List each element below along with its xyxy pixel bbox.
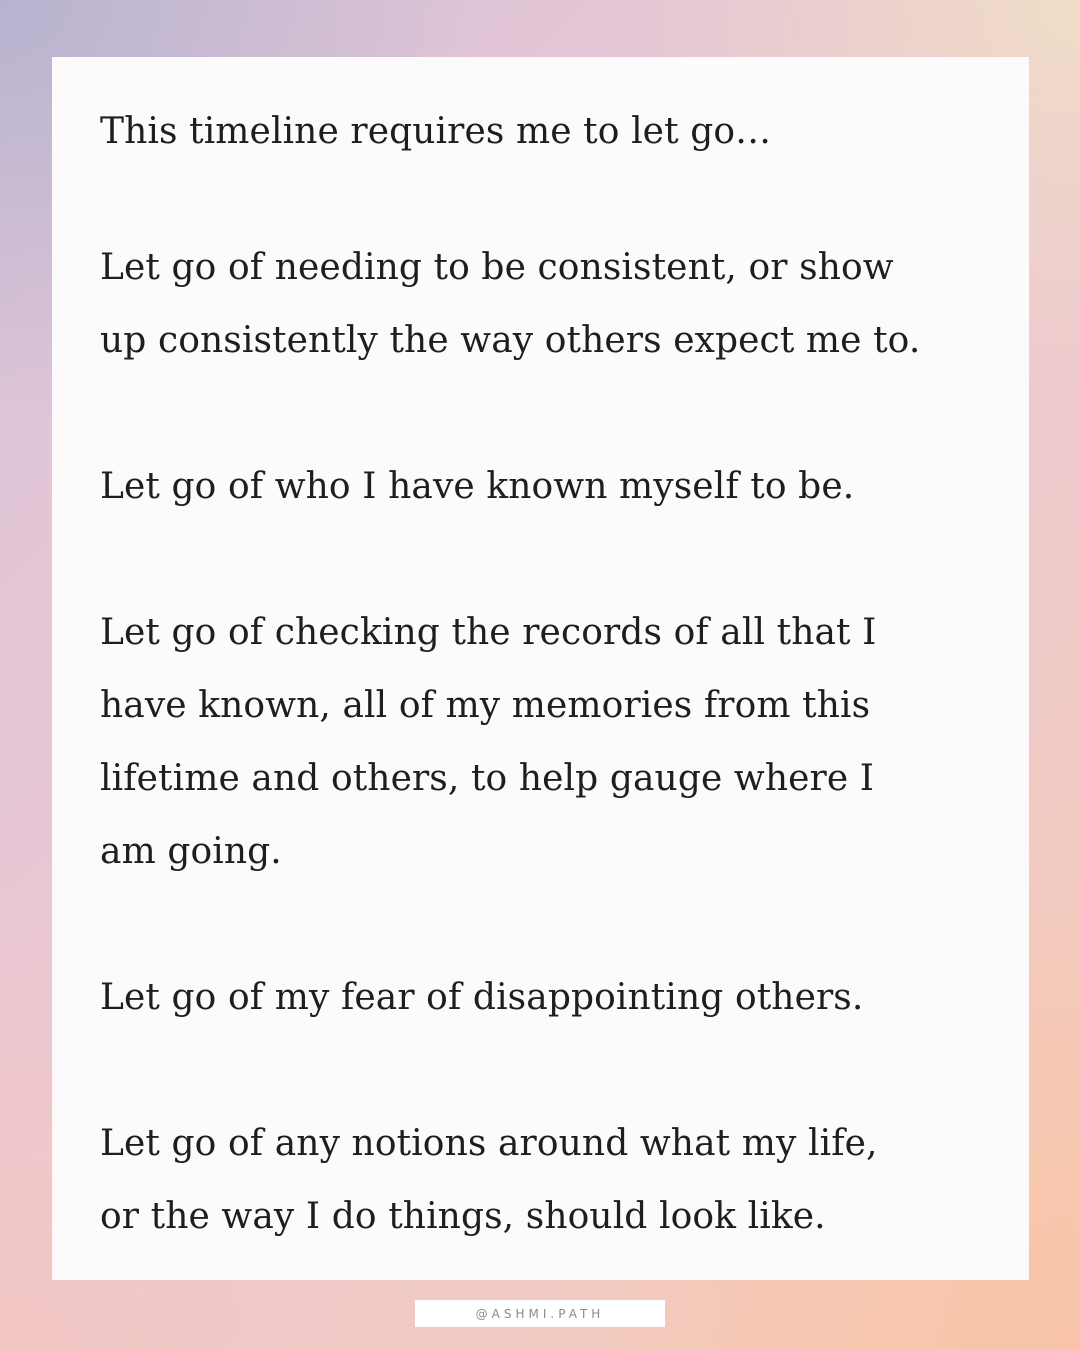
quote-card <box>52 57 1029 1280</box>
paragraph-consistency <box>100 231 920 377</box>
paragraph-notions <box>100 1107 878 1253</box>
paragraph-fear <box>100 961 863 1034</box>
paragraph-line: or the way I do things, should look like. <box>100 1196 826 1237</box>
paragraph-line: Let go of who I have known myself to be. <box>100 466 855 507</box>
paragraph-line: have known, all of my memories from this <box>100 685 871 726</box>
paragraph-line: Let go of needing to be consistent, or show <box>100 247 894 288</box>
paragraph-line: Let go of checking the records of all that I <box>100 612 877 653</box>
paragraph-identity <box>100 450 854 523</box>
paragraph-line: Let go of my fear of disappointing others. <box>100 977 864 1018</box>
quote-title: This timeline requires me to let go… <box>100 111 772 152</box>
paragraph-line: lifetime and others, to help gauge where I <box>100 758 875 799</box>
handle-badge <box>415 1300 665 1327</box>
paragraph-records <box>100 596 876 888</box>
author-handle: @ASHMI.PATH <box>475 1306 605 1321</box>
paragraph-line: am going. <box>100 831 282 872</box>
paragraph-line: Let go of any notions around what my life, <box>100 1123 878 1164</box>
paragraph-line: up consistently the way others expect me to. <box>100 320 921 361</box>
